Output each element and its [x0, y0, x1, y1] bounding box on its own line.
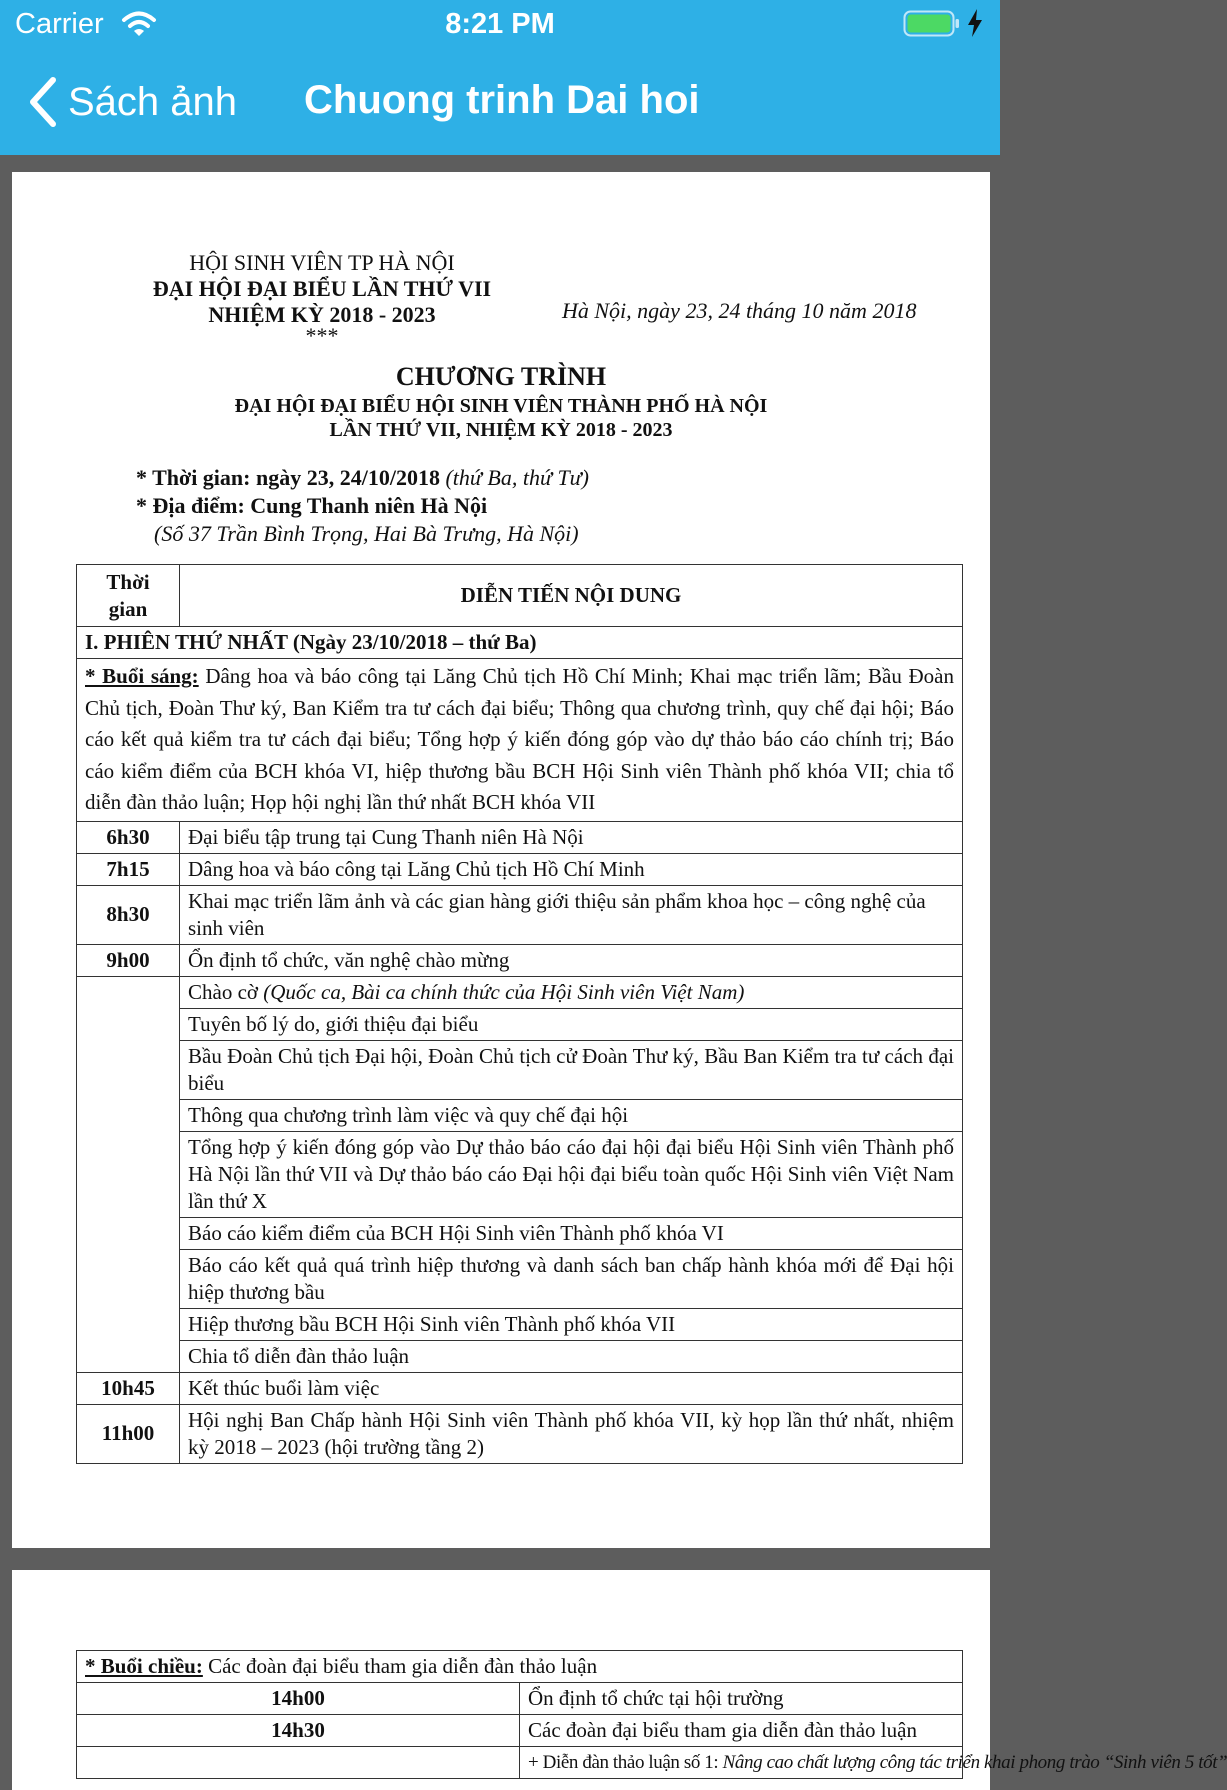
program-subtitle-line2: LẦN THỨ VII, NHIỆM KỲ 2018 - 2023	[329, 419, 673, 441]
header-stars: ***	[305, 323, 339, 348]
session-row	[77, 627, 963, 659]
navigation-header	[0, 0, 1000, 155]
program-subtitle	[12, 394, 990, 442]
org-name: HỘI SINH VIÊN TP HÀ NỘI	[189, 250, 455, 275]
row-text: Kết thúc buổi làm việc	[180, 1372, 963, 1404]
morning-summary	[77, 659, 963, 822]
venue-label: * Địa điểm: Cung Thanh niên Hà Nội	[136, 493, 488, 518]
afternoon-row	[77, 1651, 963, 1683]
table-row	[77, 853, 963, 885]
header-content: DIỄN TIẾN NỘI DUNG	[180, 565, 963, 627]
row-text: Thông qua chương trình làm việc và quy chế đại hội	[180, 1099, 963, 1131]
row-text: Các đoàn đại biểu tham gia diễn đàn thảo luận	[520, 1715, 963, 1747]
table-row	[77, 1099, 963, 1131]
row-text	[520, 1747, 1227, 1779]
document-page-2[interactable]	[12, 1570, 1227, 1790]
table-row	[77, 1683, 963, 1715]
row-text: Chia tổ diễn đàn thảo luận	[180, 1340, 963, 1372]
forum1-title: Nâng cao chất lượng công tác triển khai phong trào “Sinh viên 5 tốt”	[722, 1752, 1227, 1773]
afternoon-label: * Buổi chiều:	[85, 1654, 203, 1678]
table-row	[77, 1308, 963, 1340]
session-title: I. PHIÊN THỨ NHẤT (Ngày 23/10/2018 – thứ Ba)	[77, 627, 963, 659]
bolt-icon	[966, 8, 984, 38]
row-text: Đại biểu tập trung tại Cung Thanh niên Hà Nội	[180, 821, 963, 853]
venue-address: (Số 37 Trần Bình Trọng, Hai Bà Trưng, Hà Nội)	[154, 521, 579, 546]
event-info	[136, 464, 589, 548]
table-row	[77, 1340, 963, 1372]
table-row	[77, 1249, 963, 1308]
status-time: 8:21 PM	[445, 8, 555, 40]
row-text: Tổng hợp ý kiến đóng góp vào Dự thảo báo cáo đại hội đại biểu Hội Sinh viên Thành phố Hà Nội lần thứ VII và Dự thảo báo cáo Đại hội đại biểu toàn quốc Hội Sinh viên Việt Nam lần thứ X	[180, 1131, 963, 1217]
row-text: Báo cáo kết quả quá trình hiệp thương và danh sách ban chấp hành khóa mới để Đại hội hiệp thương bầu	[180, 1249, 963, 1308]
row-text: Báo cáo kiểm điểm của BCH Hội Sinh viên Thành phố khóa VI	[180, 1217, 963, 1249]
schedule-table	[76, 564, 963, 1464]
document-page-1[interactable]	[12, 172, 990, 1548]
morning-label: * Buổi sáng:	[85, 664, 199, 688]
table-row	[77, 1131, 963, 1217]
table-row	[77, 1008, 963, 1040]
row-text: Bầu Đoàn Chủ tịch Đại hội, Đoàn Chủ tịch cử Đoàn Thư ký, Bầu Ban Kiểm tra tư cách đại biểu	[180, 1040, 963, 1099]
congress-term: NHIỆM KỲ 2018 - 2023	[208, 302, 436, 327]
row-time: 10h45	[77, 1372, 180, 1404]
time-label: * Thời gian: ngày 23, 24/10/2018	[136, 465, 440, 490]
forum1-label: + Diễn đàn thảo luận số 1:	[528, 1752, 723, 1773]
row-time: 14h30	[77, 1715, 520, 1747]
table-row	[77, 1217, 963, 1249]
table-row	[77, 944, 963, 976]
row-text: Ổn định tổ chức, văn nghệ chào mừng	[180, 944, 963, 976]
flag-salute-note: (Quốc ca, Bài ca chính thức của Hội Sinh viên Việt Nam)	[263, 979, 745, 1004]
row-time: 11h00	[77, 1404, 180, 1463]
chevron-left-icon	[28, 76, 58, 128]
row-time: 6h30	[77, 821, 180, 853]
battery-icon	[903, 10, 960, 37]
afternoon-text: Các đoàn đại biểu tham gia diễn đàn thảo luận	[202, 1654, 598, 1678]
afternoon-summary	[77, 1651, 963, 1683]
table-row	[77, 1404, 963, 1463]
table-header-row	[77, 565, 963, 627]
program-title: CHƯƠNG TRÌNH	[395, 362, 607, 391]
back-button[interactable]	[28, 72, 237, 132]
row-text: Tuyên bố lý do, giới thiệu đại biểu	[180, 1008, 963, 1040]
schedule-table-continued	[76, 1650, 1227, 1779]
table-row	[77, 1747, 963, 1779]
table-row	[77, 976, 963, 1008]
morning-row	[77, 659, 963, 822]
org-header	[112, 250, 532, 348]
morning-text: Dâng hoa và báo công tại Lăng Chủ tịch Hồ Chí Minh; Khai mạc triển lãm; Bầu Đoàn Chủ tịch, Đoàn Thư ký, Ban Kiểm tra tư cách đại biểu; Thông qua chương trình, quy chế đại hội; Báo cáo kết quả kiểm tra tư cách đại biểu; Tổng hợp ý kiến đóng góp vào dự thảo báo cáo chính trị; Báo cáo kiểm điểm của BCH khóa VI, hiệp thương bầu BCH Hội Sinh viên Thành phố khóa VII; chia tổ diễn đàn thảo luận; Họp hội nghị lần thứ nhất BCH khóa VII	[85, 664, 955, 814]
table-row	[77, 1715, 963, 1747]
row-text: Hội nghị Ban Chấp hành Hội Sinh viên Thành phố khóa VII, kỳ họp lần thứ nhất, nhiệm kỳ 2018 – 2023 (hội trường tầng 2)	[180, 1404, 963, 1463]
row-time: 8h30	[77, 885, 180, 944]
table-row	[77, 821, 963, 853]
carrier-label: Carrier	[15, 8, 104, 40]
back-button-label: Sách ảnh	[68, 79, 238, 124]
flag-salute: Chào cờ	[188, 979, 264, 1004]
program-subtitle-line1: ĐẠI HỘI ĐẠI BIỂU HỘI SINH VIÊN THÀNH PHỐ HÀ NỘI	[234, 395, 768, 417]
page-title: Chuong trinh Dai hoi	[304, 78, 700, 122]
header-time: Thời gian	[77, 565, 180, 627]
row-time-empty	[77, 976, 180, 1372]
row-time: 7h15	[77, 853, 180, 885]
table-row	[77, 1372, 963, 1404]
date-place: Hà Nội, ngày 23, 24 tháng 10 năm 2018	[562, 298, 917, 323]
row-text: Hiệp thương bầu BCH Hội Sinh viên Thành phố khóa VII	[180, 1308, 963, 1340]
time-note: (thứ Ba, thứ Tư)	[445, 465, 590, 490]
table-row	[77, 885, 963, 944]
table-row	[77, 1040, 963, 1099]
row-time-empty	[77, 1747, 520, 1779]
row-text	[180, 976, 963, 1008]
congress-name: ĐẠI HỘI ĐẠI BIỂU LẦN THỨ VII	[152, 276, 492, 301]
row-text: Ổn định tổ chức tại hội trường	[520, 1683, 963, 1715]
row-time: 9h00	[77, 944, 180, 976]
row-text: Khai mạc triển lãm ảnh và các gian hàng giới thiệu sản phẩm khoa học – công nghệ của sinh viên	[180, 885, 963, 944]
row-text: Dâng hoa và báo công tại Lăng Chủ tịch Hồ Chí Minh	[180, 853, 963, 885]
status-bar	[0, 0, 1000, 50]
row-time: 14h00	[77, 1683, 520, 1715]
